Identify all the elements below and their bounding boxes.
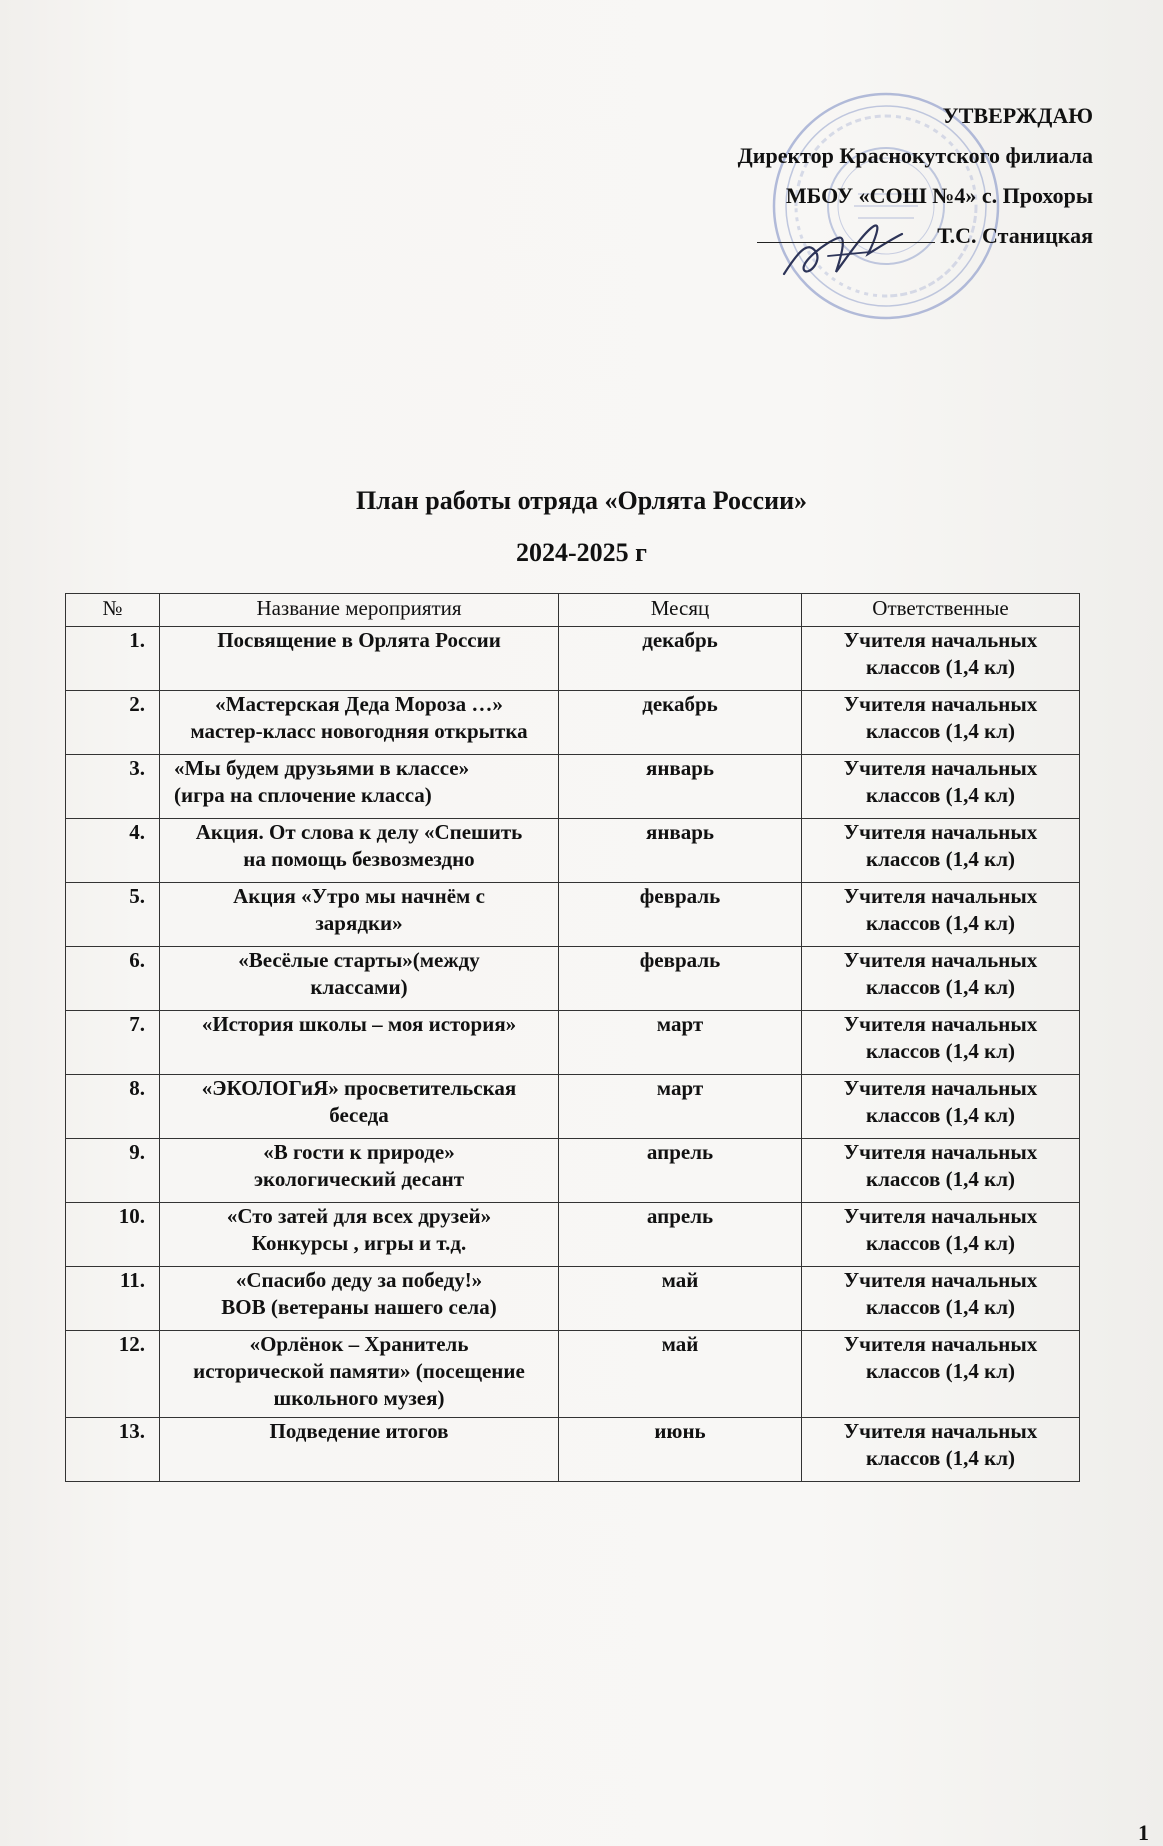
row-name [160,1267,559,1331]
row-num: 6. [66,947,160,1011]
row-responsible [802,1267,1080,1331]
row-responsible-text: Учителя начальных классов (1,4 кл) [843,628,1038,679]
row-name [160,1418,559,1482]
row-responsible [802,819,1080,883]
row-name-text: Посвящение в Орлята России [217,628,501,652]
row-responsible-text: Учителя начальных классов (1,4 кл) [843,1332,1038,1383]
row-responsible [802,1139,1080,1203]
row-name [160,883,559,947]
header-num: № [66,594,160,627]
row-num: 3. [66,755,160,819]
row-responsible-text: Учителя начальных классов (1,4 кл) [843,1012,1038,1063]
row-month: февраль [559,947,802,1011]
row-name-text: «ЭКОЛОГиЯ» просветительская беседа [201,1076,517,1127]
row-name [160,1075,559,1139]
row-month: декабрь [559,627,802,691]
row-responsible-text: Учителя начальных классов (1,4 кл) [843,948,1038,999]
row-name-text: «В гости к природе» экологический десант [253,1140,465,1191]
row-num: 2. [66,691,160,755]
document-title: План работы отряда «Орлята России» [355,486,808,515]
row-month: февраль [559,883,802,947]
row-name [160,819,559,883]
row-name-text: «История школы – моя история» [201,1012,517,1036]
page-number: 1 [1138,1820,1149,1845]
approval-organization: МБОУ «СОШ №4» с. Прохоры [785,183,1093,208]
row-responsible [802,627,1080,691]
table-header-row [66,594,1080,627]
row-month: январь [559,819,802,883]
row-name-text: «Орлёнок – Хранитель исторической памяти» (посещение школьного музея) [193,1332,525,1410]
table-row [66,1331,1080,1418]
row-responsible-text: Учителя начальных классов (1,4 кл) [843,756,1038,807]
row-month: декабрь [559,691,802,755]
row-responsible-text: Учителя начальных классов (1,4 кл) [843,1140,1038,1191]
table-row [66,1011,1080,1075]
table-row [66,947,1080,1011]
row-responsible [802,947,1080,1011]
row-name [160,947,559,1011]
row-responsible [802,1011,1080,1075]
table-row [66,755,1080,819]
table-row [66,883,1080,947]
row-num: 5. [66,883,160,947]
row-num: 7. [66,1011,160,1075]
row-name-text: «Спасибо деду за победу!» ВОВ (ветераны нашего села) [221,1268,497,1319]
row-num: 1. [66,627,160,691]
row-responsible-text: Учителя начальных классов (1,4 кл) [843,1419,1038,1470]
table-row [66,691,1080,755]
row-num: 13. [66,1418,160,1482]
row-name [160,1203,559,1267]
row-name [160,1139,559,1203]
row-name-text: «Мы будем друзьями в классе» (игра на сплочение класса) [174,756,470,807]
row-name [160,1331,559,1418]
row-month: апрель [559,1203,802,1267]
row-name [160,755,559,819]
row-name-text: «Сто затей для всех друзей» Конкурсы , игры и т.д. [226,1204,492,1255]
row-responsible [802,755,1080,819]
row-num: 12. [66,1331,160,1418]
row-month: май [559,1267,802,1331]
row-num: 11. [66,1267,160,1331]
document-year: 2024-2025 г [516,538,647,567]
row-responsible [802,1331,1080,1418]
row-name [160,691,559,755]
row-responsible-text: Учителя начальных классов (1,4 кл) [843,884,1038,935]
row-name-text: Акция «Утро мы начнём с зарядки» [233,884,485,935]
approval-heading: УТВЕРЖДАЮ [942,103,1093,128]
row-month: январь [559,755,802,819]
row-month: март [559,1011,802,1075]
row-name [160,1011,559,1075]
row-name-text: Подведение итогов [269,1419,449,1443]
row-responsible-text: Учителя начальных классов (1,4 кл) [843,1076,1038,1127]
row-responsible [802,1418,1080,1482]
approval-position: Директор Краснокутского филиала [737,143,1093,168]
row-responsible-text: Учителя начальных классов (1,4 кл) [843,1268,1038,1319]
row-num: 4. [66,819,160,883]
table-row [66,1418,1080,1482]
row-responsible [802,1203,1080,1267]
signature-underline [757,222,935,243]
row-num: 8. [66,1075,160,1139]
header-name: Название мероприятия [160,594,559,627]
row-month: март [559,1075,802,1139]
row-responsible-text: Учителя начальных классов (1,4 кл) [843,820,1038,871]
table-row [66,1267,1080,1331]
table-row [66,819,1080,883]
row-name-text: «Мастерская Деда Мороза …» мастер-класс новогодняя открытка [190,692,528,743]
approval-block [738,96,1093,256]
row-name-text: «Весёлые старты»(между классами) [238,948,480,999]
approval-signature-line [738,216,1093,256]
row-name [160,627,559,691]
table-row [66,1075,1080,1139]
row-month: июнь [559,1418,802,1482]
row-num: 9. [66,1139,160,1203]
header-responsible: Ответственные [802,594,1080,627]
row-num: 10. [66,1203,160,1267]
row-responsible-text: Учителя начальных классов (1,4 кл) [843,1204,1038,1255]
approval-signatory: Т.С. Станицкая [937,223,1093,248]
row-responsible [802,691,1080,755]
header-month: Месяц [559,594,802,627]
row-month: май [559,1331,802,1418]
row-responsible [802,1075,1080,1139]
row-responsible-text: Учителя начальных классов (1,4 кл) [843,692,1038,743]
row-responsible [802,883,1080,947]
row-month: апрель [559,1139,802,1203]
table-row [66,627,1080,691]
row-name-text: Акция. От слова к делу «Спешить на помощь безвозмездно [195,820,523,871]
table-row [66,1203,1080,1267]
table-row [66,1139,1080,1203]
plan-table [65,593,1080,1482]
